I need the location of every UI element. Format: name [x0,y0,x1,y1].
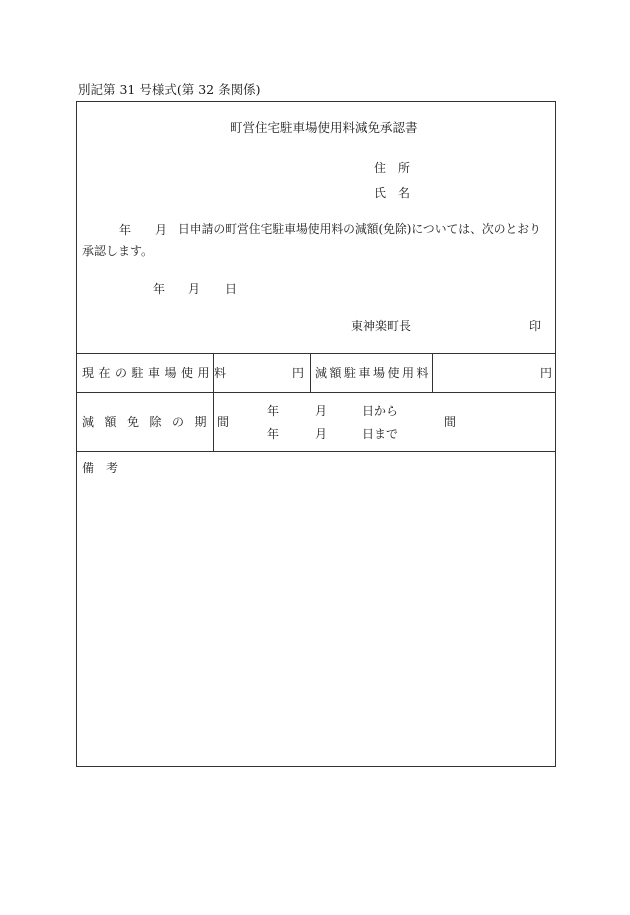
fee-column-divider [310,353,311,392]
date-year: 年 [153,282,166,296]
period-label: 減額免除の期間 [82,415,240,429]
date-day: 日 [225,282,238,296]
current-fee-unit: 円 [292,366,305,380]
name-label: 氏 名 [374,186,411,200]
fee-column-divider-2 [432,353,433,392]
period-from-month: 月 [315,404,328,418]
seal-mark: 印 [529,319,542,333]
current-fee-label: 現在の駐車場使用料 [82,366,231,380]
date-month: 月 [188,282,201,296]
table-top-rule [76,353,556,354]
remarks-label: 備 考 [82,461,119,475]
issuer-title: 東神楽町長 [351,319,412,333]
period-to-year: 年 [267,427,280,441]
body-text-line1: 日申請の町営住宅駐車場使用料の減額(免除)については、次のとおり [178,222,541,236]
period-to-month: 月 [315,427,328,441]
period-from-day: 日から [362,404,399,418]
period-from-year: 年 [267,404,280,418]
reduced-fee-unit: 円 [540,366,553,380]
period-to-day: 日まで [362,427,399,441]
body-year: 年 [119,223,132,237]
address-label: 住 所 [374,161,411,175]
remarks-divider [76,451,556,452]
form-number-label: 別記第 31 号様式(第 32 条関係) [78,82,261,97]
document-title: 町営住宅駐車場使用料減免承認書 [230,120,418,135]
body-month: 月 [155,223,168,237]
body-text-line2: 承認します。 [82,244,154,258]
row-divider [76,392,556,393]
reduced-fee-label: 減額駐車場使用料 [315,366,432,380]
period-between: 間 [444,415,457,429]
